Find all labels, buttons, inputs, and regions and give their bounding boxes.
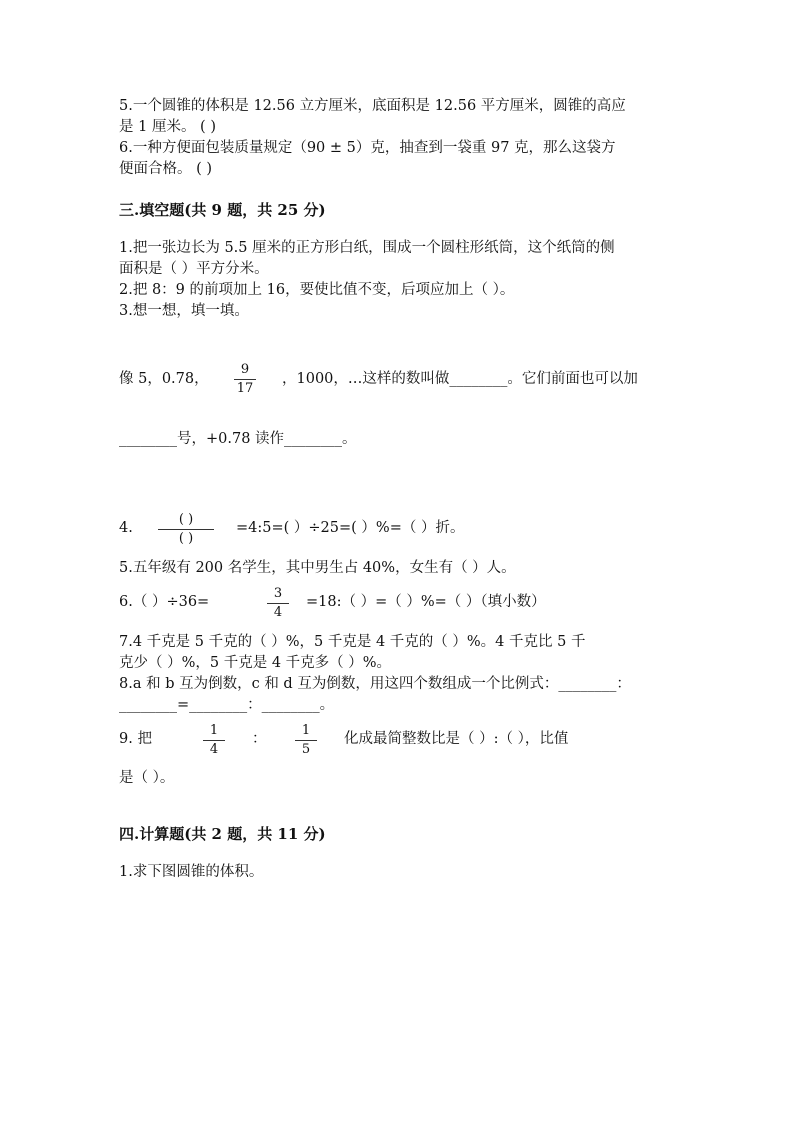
fill-q1-line2: 面积是（ ）平方分米。 bbox=[119, 261, 269, 277]
fraction-numerator: ( ) bbox=[178, 512, 194, 527]
section3-title: 三.填空题(共 9 题，共 25 分) bbox=[119, 201, 326, 219]
calc-q1: 1.求下图圆锥的体积。 bbox=[119, 864, 264, 880]
fraction-denominator: 4 bbox=[273, 605, 283, 620]
fill-q4-rest: =4:5=( ）÷25=( ）%=（ ）折。 bbox=[236, 520, 465, 536]
fill-q9-prefix: 9. 把 bbox=[119, 731, 152, 747]
judge-q5-line1: 5.一个圆锥的体积是 12.56 立方厘米，底面积是 12.56 平方厘米，圆锥的高应 bbox=[119, 98, 626, 114]
fill-q3-b: ________号，+0.78 读作________。 bbox=[119, 431, 357, 447]
fraction-denominator: ( ) bbox=[178, 531, 194, 546]
fill-q3: 3.想一想，填一填。 bbox=[119, 303, 249, 319]
fraction-9-17 bbox=[234, 362, 256, 397]
fill-q6-suffix: =18:（ ）=（ ）%=（ ）（填小数） bbox=[306, 594, 546, 610]
judge-q6-line1: 6.一种方便面包装质量规定（90 ± 5）克，抽查到一袋重 97 克，那么这袋方 bbox=[119, 140, 616, 156]
fraction-numerator: 1 bbox=[301, 723, 311, 738]
judge-q6-line2: 便面合格。 ( ) bbox=[119, 161, 213, 177]
fraction-1-4 bbox=[203, 723, 225, 758]
fill-q6-prefix: 6.（ ）÷36= bbox=[119, 594, 210, 610]
fraction-denominator: 17 bbox=[236, 381, 254, 396]
fill-q5: 5.五年级有 200 名学生，其中男生占 40%，女生有（ ）人。 bbox=[119, 560, 516, 576]
fill-q7-line1: 7.4 千克是 5 千克的（ ）%，5 千克是 4 千克的（ ）%。4 千克比 5 千 bbox=[119, 634, 586, 650]
fraction-numerator: 1 bbox=[209, 723, 219, 738]
fill-q7-line2: 克少（ ）%，5 千克是 4 千克多（ ）%。 bbox=[119, 655, 392, 671]
section4-title: 四.计算题(共 2 题，共 11 分) bbox=[119, 825, 326, 843]
fraction-bar bbox=[267, 603, 289, 604]
fraction-denominator: 4 bbox=[209, 742, 219, 757]
fill-q8-line1: 8.a 和 b 互为倒数，c 和 d 互为倒数，用这四个数组成一个比例式：________： bbox=[119, 676, 631, 692]
fill-q9-line2: 是（ ）。 bbox=[119, 770, 175, 786]
fraction-numerator: 3 bbox=[273, 586, 283, 601]
fraction-blank bbox=[158, 512, 214, 547]
fill-q9-colon: ： bbox=[252, 731, 267, 747]
fraction-bar bbox=[234, 379, 256, 380]
fraction-bar bbox=[203, 740, 225, 741]
fraction-numerator: 9 bbox=[240, 362, 250, 377]
fraction-1-5 bbox=[295, 723, 317, 758]
fraction-bar bbox=[295, 740, 317, 741]
fill-q3-a-prefix: 像 5，0.78， bbox=[119, 371, 209, 387]
fill-q1-line1: 1.把一张边长为 5.5 厘米的正方形白纸，围成一个圆柱形纸筒，这个纸筒的侧 bbox=[119, 240, 615, 256]
fill-q3-a-suffix: ，1000，…这样的数叫做________。它们前面也可以加 bbox=[282, 371, 638, 387]
fill-q4-label: 4. bbox=[119, 520, 133, 536]
fraction-3-4 bbox=[267, 586, 289, 621]
fraction-denominator: 5 bbox=[301, 742, 311, 757]
fill-q2: 2.把 8：9 的前项加上 16，要使比值不变，后项应加上（ ）。 bbox=[119, 282, 515, 298]
fill-q8-line2: ________=________：________。 bbox=[119, 697, 335, 713]
fill-q9-suffix: 化成最简整数比是（ ）:（ ），比值 bbox=[344, 731, 569, 747]
judge-q5-line2: 是 1 厘米。 ( ) bbox=[119, 119, 216, 135]
fraction-bar bbox=[158, 529, 214, 530]
